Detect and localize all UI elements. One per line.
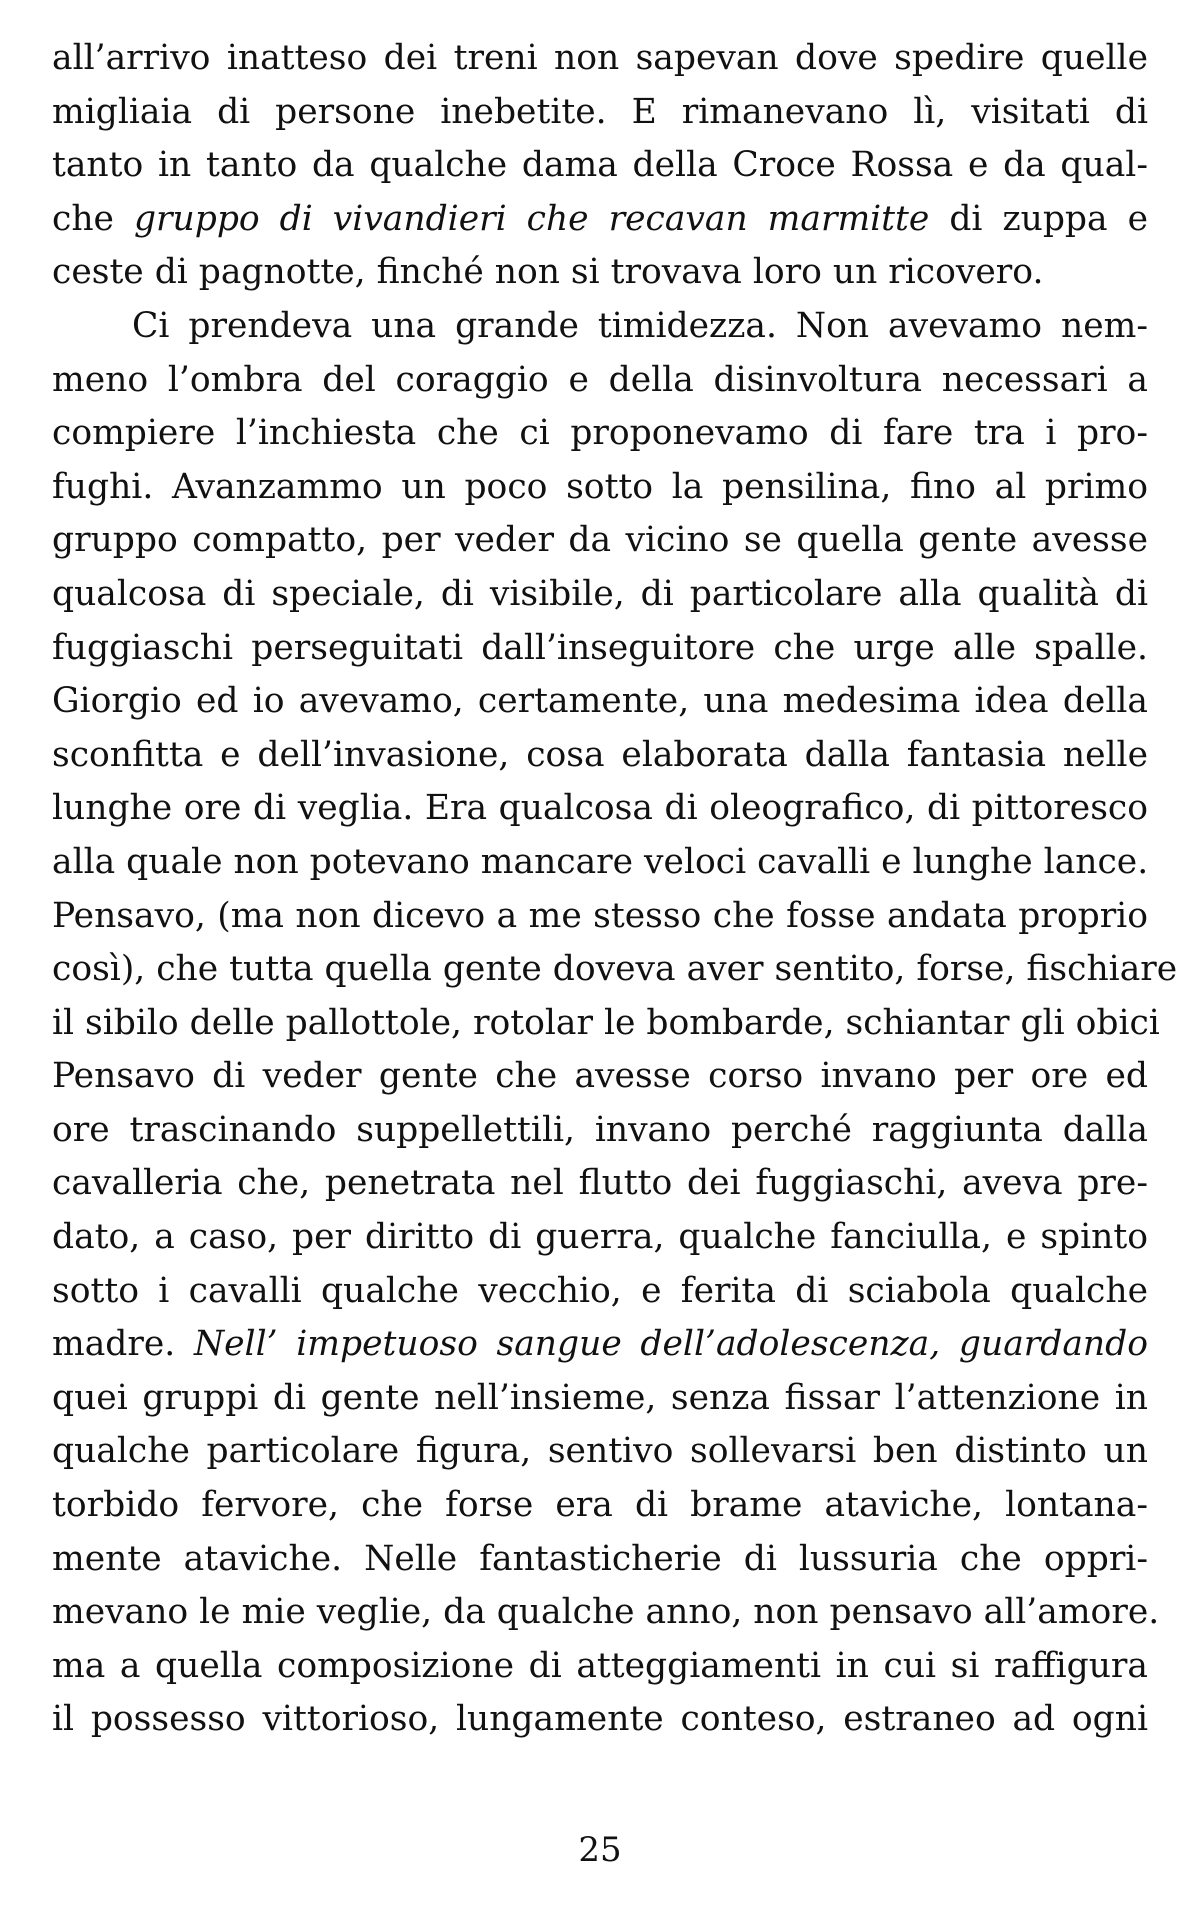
- text-line-7: meno l’ombra del coraggio e della disinvoltura necessari a: [52, 359, 1148, 400]
- text-line-3: tanto in tanto da qualche dama della Croce Rossa e da qual-: [52, 145, 1148, 186]
- text-line-4: [52, 193, 1148, 247]
- text-line-21: ore trascinando suppellettili, invano perché raggiunta dalla: [52, 1109, 1148, 1150]
- text-line-22: cavalleria che, penetrata nel flutto dei fuggiaschi, aveva pre-: [52, 1163, 1148, 1204]
- text-line-24: sotto i cavalli qualche vecchio, e ferita di sciabola qualche: [52, 1270, 1148, 1311]
- text-line-11: qualcosa di speciale, di visibile, di particolare alla qualità di: [52, 573, 1148, 614]
- text-line-14: sconfitta e dell’invasione, cosa elaborata dalla fantasia nelle: [52, 734, 1148, 775]
- text-line-2: migliaia di persone inebetite. E rimanevano lì, visitati di: [52, 91, 1148, 132]
- text-line-12: fuggiaschi perseguitati dall’inseguitore che urge alle spalle.: [52, 627, 1148, 668]
- text-line-23: dato, a caso, per diritto di guerra, qualche fanciulla, e spinto: [52, 1217, 1148, 1258]
- text-line-25-start: madre.: [52, 1324, 194, 1365]
- text-line-5: ceste di pagnotte, finché non si trovava loro un ricovero.: [52, 252, 1044, 293]
- text-line-18: così), che tutta quella gente doveva aver sentito, forse, fischiare: [52, 949, 1178, 990]
- text-line-9: fughi. Avanzammo un poco sotto la pensilina, fino al primo: [52, 466, 1148, 507]
- text-line-6: Ci prendeva una grande timidezza. Non avevamo nem-: [132, 305, 1148, 346]
- text-line-4-end: di zuppa e: [929, 198, 1148, 239]
- text-line-28: torbido fervore, che forse era di brame ataviche, lontana-: [52, 1485, 1148, 1526]
- text-line-30: mevano le mie veglie, da qualche anno, non pensavo all’amore.: [52, 1592, 1160, 1633]
- text-line-27: qualche particolare figura, sentivo sollevarsi ben distinto un: [52, 1431, 1148, 1472]
- text-line-20: Pensavo di veder gente che avesse corso invano per ore ed: [52, 1056, 1148, 1097]
- text-line-16: alla quale non potevano mancare veloci cavalli e lunghe lance.: [52, 841, 1149, 882]
- text-line-19: il sibilo delle pallottole, rotolar le bombarde, schiantar gli obici: [52, 1002, 1160, 1043]
- text-line-26: quei gruppi di gente nell’insieme, senza fissar l’attenzione in: [52, 1377, 1148, 1418]
- text-line-13: Giorgio ed io avevamo, certamente, una medesima idea della: [52, 681, 1148, 722]
- text-line-8: compiere l’inchiesta che ci proponevamo di fare tra i pro-: [52, 413, 1148, 454]
- text-line-17: Pensavo, (ma non dicevo a me stesso che fosse andata proprio: [52, 895, 1148, 936]
- text-line-32: il possesso vittorioso, lungamente conteso, estraneo ad ogni: [52, 1699, 1148, 1740]
- text-line-1: all’arrivo inatteso dei treni non sapevan dove spedire quelle: [52, 38, 1148, 78]
- text-line-4-italic: gruppo di vivandieri che recavan marmitte: [133, 198, 930, 239]
- text-line-29: mente ataviche. Nelle fantasticherie di lussuria che oppri-: [52, 1538, 1148, 1579]
- text-line-25: [52, 1318, 1148, 1372]
- book-page: [52, 18, 1178, 1911]
- text-line-10: gruppo compatto, per veder da vicino se quella gente avesse: [52, 520, 1148, 561]
- text-line-25-italic: Nell’ impetuoso sangue dell’adolescenza, guardando: [193, 1324, 1148, 1365]
- page-number: 25: [578, 1830, 622, 1870]
- text-line-31: ma a quella composizione di atteggiamenti in cui si raffigura: [52, 1645, 1148, 1686]
- text-line-4-start: che: [52, 198, 134, 239]
- text-line-15: lunghe ore di veglia. Era qualcosa di oleografico, di pittoresco: [52, 788, 1148, 829]
- body-text: [52, 32, 1178, 1747]
